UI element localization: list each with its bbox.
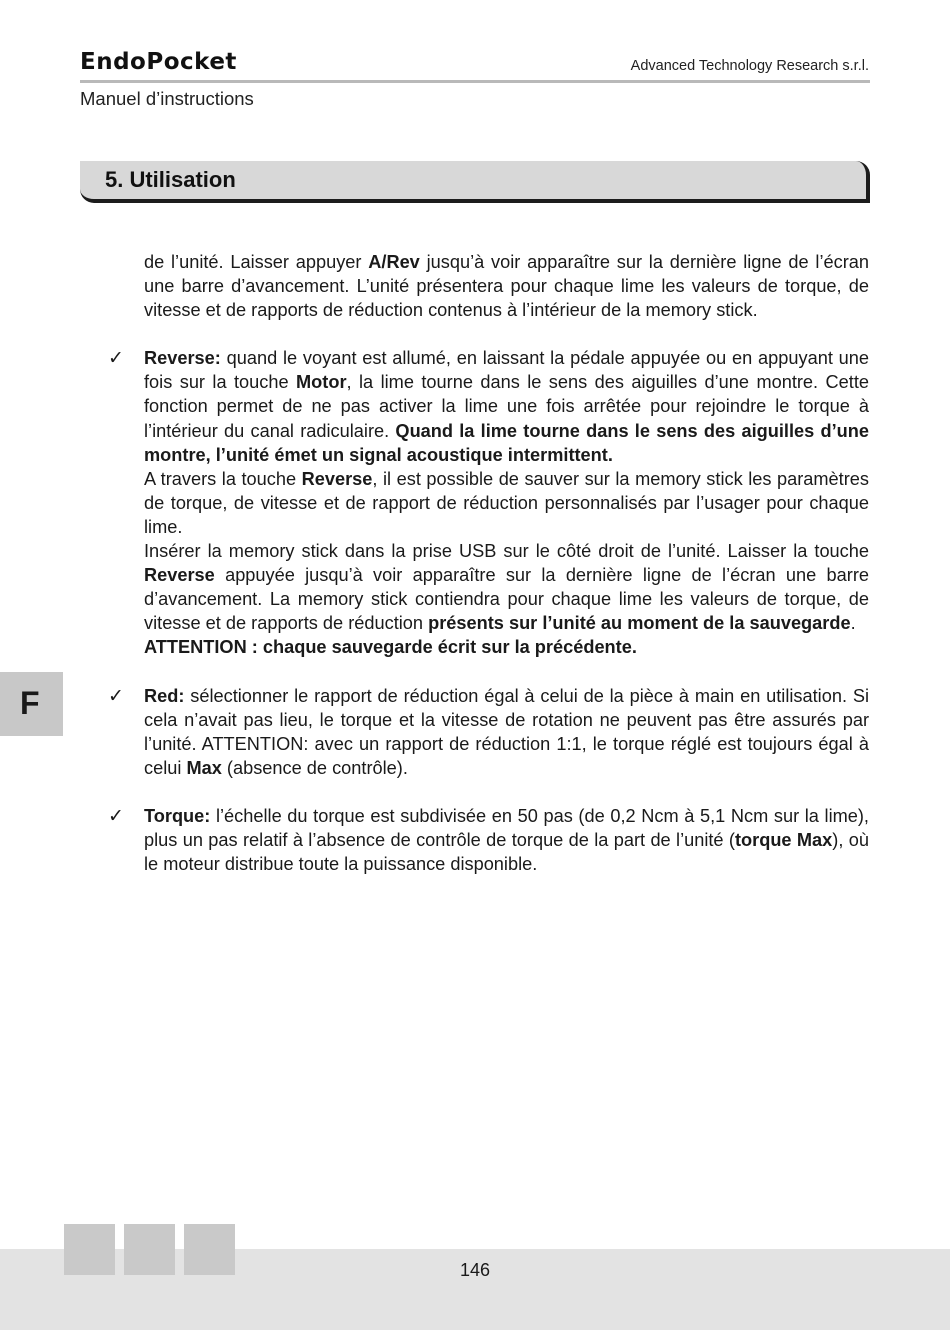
text-run: appuyée jusqu’à voir apparaître sur la dernière ligne de l’écran une barre d’avancement. La memory stick contiendra pour chaque lime les valeurs de torque, de vitesse et de rapports de réduction <box>144 565 869 634</box>
section-heading-bar <box>80 161 870 203</box>
document-subtitle: Manuel d’instructions <box>80 88 254 109</box>
checkmark-icon: ✓ <box>108 804 124 827</box>
language-tab-letter: F <box>20 685 40 721</box>
intro-paragraph <box>144 250 869 322</box>
bold-run: Reverse <box>144 565 215 586</box>
text-run: Insérer la memory stick dans la prise USB sur le côté droit de l’unité. Laisser la touche <box>144 541 869 562</box>
reverse-paragraph-2 <box>144 467 869 539</box>
reverse-item <box>108 346 869 659</box>
reverse-paragraph-3 <box>144 539 869 635</box>
bold-run: A/Rev <box>368 252 420 272</box>
bold-run: Reverse: <box>144 348 221 369</box>
torque-paragraph <box>144 804 869 876</box>
bold-run: Quand la lime tourne dans le sens des aiguilles d’une montre, l’unité émet un signal acoustique intermittent. <box>144 420 869 465</box>
section-title: 5. Utilisation <box>105 167 236 192</box>
bold-run: Motor <box>296 372 347 393</box>
reverse-paragraph-1 <box>144 346 869 466</box>
text-run: l’échelle du torque est subdivisée en 50 pas (de 0,2 Ncm à 5,1 Ncm sur la lime), plus un pas relatif à l’absence de contrôle de torque de la part de l’unité ( <box>144 805 869 850</box>
text-run: de l’unité. Laisser appuyer <box>144 252 369 272</box>
product-logo: EndoPocket <box>80 49 237 75</box>
body-text <box>108 250 869 876</box>
bold-run: torque Max <box>734 829 833 850</box>
checkmark-icon: ✓ <box>108 347 124 370</box>
text-run: ), où le moteur distribue toute la puissance disponible. <box>144 829 869 875</box>
torque-item <box>108 804 869 876</box>
red-paragraph <box>144 684 869 780</box>
text-run: jusqu’à voir apparaître sur la dernière ligne de l’écran une barre d’avancement. L’unité présentera pour chaque lime les valeurs de torque, de vitesse et de rapports de réduction contenus à l’intérieur de la memory stick. <box>144 252 869 321</box>
company-name: Advanced Technology Research s.r.l. <box>630 58 869 74</box>
text-run: , il est possible de sauver sur la memory stick les paramètres de torque, de vitesse et de rapport de réduction personnalisés par l’usager pour chaque lime. <box>144 468 869 537</box>
bold-run: ATTENTION : chaque sauvegarde écrit sur la précédente. <box>144 637 637 658</box>
text-run: , la lime tourne dans le sens des aiguilles d’une montre. Cette fonction permet de ne pas activer la lime une fois arrêtée pour rejoindre le torque à l’intérieur du canal radiculaire. <box>144 372 869 441</box>
checkmark-icon: ✓ <box>108 684 124 707</box>
attention-note <box>144 635 869 659</box>
bold-run: Max <box>186 757 222 778</box>
bold-run: Reverse <box>301 468 373 489</box>
bold-run: Torque: <box>144 805 211 826</box>
bold-run: Red: <box>144 685 185 706</box>
bold-run: présents sur l’unité au moment de la sauvegarde <box>428 613 851 634</box>
text-run: sélectionner le rapport de réduction égal à celui de la pièce à main en utilisation. Si cela n’avait pas lieu, le torque et la vitesse de rotation ne peuvent pas être assurés par l’unité. ATTENTION: avec un rapport de réduction 1:1, le torque réglé est toujours égal à celui <box>144 685 869 778</box>
language-tab <box>0 672 63 736</box>
red-item <box>108 684 869 780</box>
text-run: quand le voyant est allumé, en laissant la pédale appuyée ou en appuyant une fois sur la touche <box>144 348 869 393</box>
page-number: 146 <box>459 1260 491 1280</box>
text-run: A travers la touche <box>144 468 302 489</box>
text-run: . <box>850 613 856 634</box>
text-run: (absence de contrôle). <box>221 757 408 778</box>
header-divider <box>80 80 870 83</box>
